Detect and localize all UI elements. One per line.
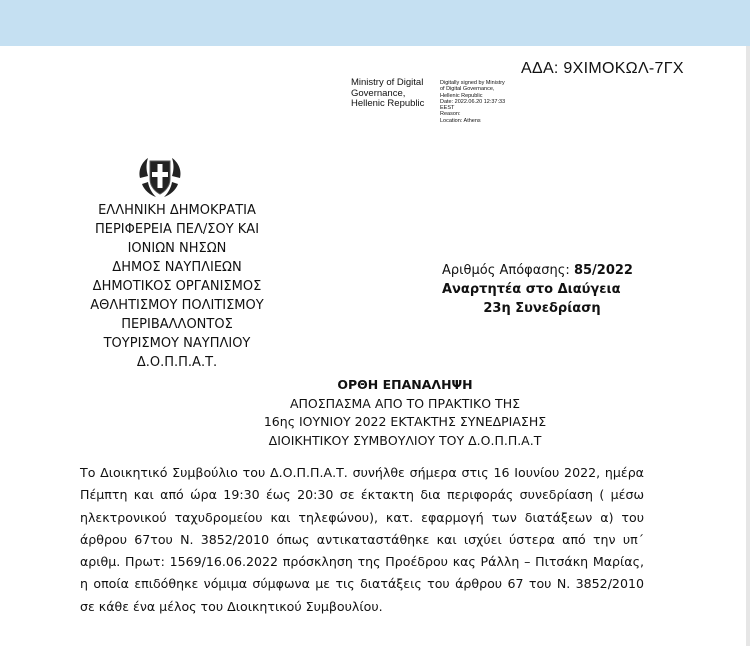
heading-line: ΑΠΟΣΠΑΣΜΑ ΑΠΟ ΤΟ ΠΡΑΚΤΙΚΟ ΤΗΣ	[289, 395, 520, 411]
signature-detail-line: EEST	[440, 105, 455, 112]
signature-detail-line: Date: 2022.06.20 12:37:33	[440, 98, 506, 105]
issuer-line: ΙΟΝΙΩΝ ΝΗΣΩΝ	[127, 241, 227, 256]
signature-entity-line: Ministry of Digital	[351, 77, 424, 88]
decision-number: 85/2022	[573, 263, 633, 278]
signature-detail-line: Digitally signed by Ministry	[440, 80, 505, 86]
heading-line: ΔΙΟΙΚΗΤΙΚΟΥ ΣΥΜΒΟΥΛΙΟΥ ΤΟΥ Δ.Ο.Π.Π.Α.Τ	[268, 432, 542, 448]
issuer-block	[62, 201, 292, 372]
issuer-line: ΔΗΜΟΤΙΚΟΣ ΟΡΓΑΝΙΣΜΟΣ	[92, 279, 262, 294]
signature-detail-line: Reason:	[440, 111, 461, 118]
signature-detail-line: of Digital Governance,	[440, 86, 495, 93]
body-paragraph: Το Διοικητικό Συμβούλιο του Δ.Ο.Π.Π.Α.Τ. συνήλθε σήμερα στις 16 Ιουνίου 2022, ημέρα Πέμπτη και από ώρα 19:30 έως 20:30 σε έκτακτη δια περιφοράς συνεδρίαση ( μέσω ηλεκτρονικού ταχυδρομείου και τηλεφώνου), κατ. εφαρμογή των διατάξεων α) του άρθρου 67του Ν. 3852/2010 όπως αντικαταστάθηκε και ισχύει ύστερα από την υπ΄ αριθμ. Πρωτ: 1569/16.06.2022 πρόσκληση της Προέδρου κας Ράλλη – Πιτσάκη Μαρίας, η οποία επιδόθηκε νόμιμα σύμφωνα με τις διατάξεις του άρθρου 67 του Ν. 3852/2010 σε κάθε ένα μέλος του Διοικητικού Συμβουλίου.	[80, 465, 644, 614]
signature-entity	[351, 78, 424, 110]
posting-note: Αναρτητέα στο Διαύγεια	[442, 282, 621, 297]
signature-detail-line: Hellenic Republic	[440, 92, 483, 99]
heading-line: 16ης ΙΟΥΝΙΟΥ 2022 ΕΚΤΑΚΤΗΣ ΣΥΝΕΔΡΙΑΣΗΣ	[263, 414, 547, 429]
issuer-line: ΔΗΜΟΣ ΝΑΥΠΛΙΕΩΝ	[112, 260, 242, 275]
issuer-line: ΕΛΛΗΝΙΚΗ ΔΗΜΟΚΡΑΤΙΑ	[98, 203, 256, 218]
top-banner	[0, 0, 750, 46]
document-heading	[185, 376, 625, 450]
issuer-line: ΠΕΡΙΦΕΡΕΙΑ ΠΕΛ/ΣΟΥ ΚΑΙ	[94, 222, 260, 237]
decision-info	[442, 261, 642, 318]
issuer-line: Δ.Ο.Π.Π.Α.Τ.	[136, 355, 218, 370]
issuer-line: ΑΘΛΗΤΙΣΜΟΥ ΠΟΛΙΤΙΣΜΟΥ	[90, 298, 264, 313]
signature-details	[440, 80, 505, 124]
signature-detail-line: Location: Athens	[440, 117, 481, 124]
issuer-line: ΤΟΥΡΙΣΜΟΥ ΝΑΥΠΛΙΟΥ	[103, 336, 251, 351]
issuer-line: ΠΕΡΙΒΑΛΛΟΝΤΟΣ	[121, 317, 233, 332]
decision-number-line	[442, 261, 642, 280]
page-edge	[746, 46, 750, 646]
ada-code: ΑΔΑ: 9ΧΙΜΟΚΩΛ-7ΓΧ	[521, 60, 684, 77]
greek-coat-of-arms-icon	[136, 152, 184, 200]
signature-entity-line: Hellenic Republic	[351, 98, 425, 109]
heading-title: ΟΡΘΗ ΕΠΑΝΑΛΗΨΗ	[337, 377, 473, 392]
session-number: 23η Συνεδρίαση	[483, 301, 601, 316]
signature-entity-line: Governance,	[351, 87, 406, 99]
decision-number-label: Αριθμός Απόφασης:	[442, 263, 570, 278]
